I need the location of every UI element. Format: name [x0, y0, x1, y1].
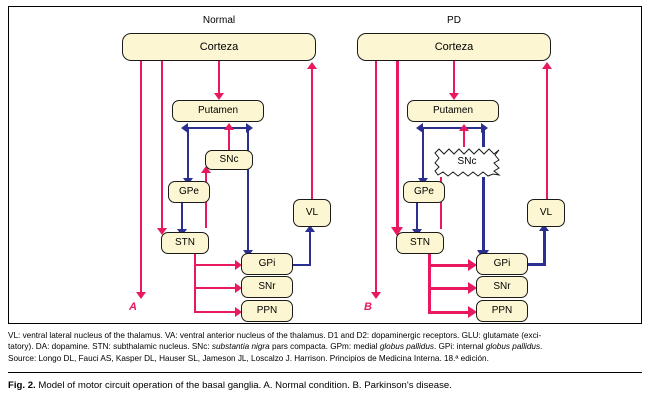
node-cortex-pd: Corteza — [357, 33, 551, 61]
arrowhead-vl-cortex-pd — [542, 62, 552, 69]
node-ppn-pd: PPN — [476, 300, 528, 322]
arrowhead-putamen-right-pd — [481, 123, 488, 133]
node-snr-normal: SNr — [241, 276, 293, 298]
figure-legend — [8, 330, 642, 364]
edge-cortex-putamen-pd — [453, 61, 455, 94]
legend-line-2-c: . GPi: internal — [433, 342, 486, 352]
edge-vl-cortex-pd — [546, 69, 548, 199]
node-snc-normal: SNc — [205, 150, 253, 170]
edge-snc-putamen-normal — [228, 129, 230, 150]
node-cortex-normal: Corteza — [122, 33, 316, 61]
arrowhead-cortex-putamen-normal — [214, 93, 224, 100]
edge-cortex-putamen-normal — [218, 61, 220, 94]
node-vl-pd: VL — [527, 199, 565, 227]
legend-italic-globus-pallidus-1: globus pallidus — [379, 342, 434, 352]
edge-gpe-stn-normal — [181, 203, 183, 230]
edge-stn-bus-pd — [428, 254, 431, 312]
arrowhead-putamen-left-pd — [416, 123, 423, 133]
arrowhead-putamen-right-normal — [246, 123, 253, 133]
node-putamen-pd: Putamen — [407, 100, 499, 122]
edge-cortex-output-pd — [375, 61, 377, 293]
edge-stn-ppn-pd — [428, 311, 470, 314]
node-ppn-normal: PPN — [241, 300, 293, 322]
legend-line-2-a: tatory). DA: dopamine. STN: subthalamic nucleus. SNc: — [8, 342, 212, 352]
edge-putamen-gpi-normal — [247, 127, 249, 251]
node-stn-pd: STN — [396, 232, 444, 254]
node-gpe-pd: GPe — [403, 181, 445, 203]
edge-stn-gpi-pd — [428, 264, 470, 267]
caption-divider — [8, 372, 642, 373]
arrowhead-cortex-output-pd — [371, 292, 381, 299]
edge-putamen-left-normal — [187, 127, 223, 129]
edge-gpi-vl-v-pd — [543, 231, 546, 266]
node-snc-pd-label: SNc — [457, 156, 477, 167]
node-stn-normal: STN — [161, 232, 209, 254]
edge-vl-cortex-normal — [311, 69, 313, 199]
node-vl-normal: VL — [293, 199, 331, 227]
panel-title-normal: Normal — [202, 15, 236, 26]
node-gpi-normal: GPi — [241, 253, 293, 275]
node-gpe-normal: GPe — [168, 181, 210, 203]
edge-cortex-stn-pd — [396, 61, 399, 229]
edge-putamen-gpe-pd — [422, 127, 424, 179]
edge-cortex-output-normal — [140, 61, 142, 293]
node-gpi-pd: GPi — [476, 253, 528, 275]
figure-caption — [8, 380, 642, 392]
edge-gpi-vl-v-normal — [309, 231, 311, 266]
legend-line-1: VL: ventral lateral nucleus of the thalamus. VA: ventral anterior nucleus of the thalamus. D1 and D2: dopaminergic receptors. GLU: glutamate (exci- — [8, 331, 542, 340]
node-snr-pd: SNr — [476, 276, 528, 298]
arrowhead-snc-putamen-normal — [224, 123, 234, 130]
figure-caption-label: Fig. 2. — [8, 380, 36, 391]
legend-line-2 — [8, 341, 642, 352]
legend-line-2-b: pars compacta. GPm: medial — [269, 342, 380, 352]
edge-gpe-stn-pd — [416, 203, 418, 230]
panel-letter-normal: A — [129, 301, 137, 313]
edge-stn-snr-normal — [194, 287, 236, 289]
arrowhead-cortex-putamen-pd — [449, 93, 459, 100]
node-putamen-normal: Putamen — [172, 100, 264, 122]
legend-italic-globus-pallidus-2: globus pallidus — [485, 342, 541, 352]
edge-stn-gpi-normal — [194, 264, 236, 266]
edge-putamen-gpe-normal — [187, 127, 189, 179]
legend-italic-substantia-nigra: substantia nigra — [211, 342, 270, 352]
legend-source-line: Source: Longo DL, Fauci AS, Kasper DL, Hauser SL, Jameson JL, Loscalzo J. Harrison. Principios de Medicina Interna. 18.ª edición. — [8, 353, 489, 363]
edge-putamen-gpi-pd — [482, 127, 485, 251]
arrowhead-cortex-output-normal — [136, 292, 146, 299]
arrowhead-snc-putamen-pd — [459, 124, 469, 131]
arrowhead-putamen-left-normal — [181, 123, 188, 133]
arrowhead-vl-cortex-normal — [307, 62, 317, 69]
figure-caption-text: Model of motor circuit operation of the basal ganglia. A. Normal condition. B. Parkinson's disease. — [35, 380, 452, 391]
panel-letter-pd: B — [364, 301, 372, 313]
panel-title-pd: PD — [447, 15, 461, 26]
node-snc-pd — [433, 147, 501, 177]
legend-line-2-d: . — [540, 342, 543, 352]
edge-stn-bus-normal — [194, 254, 196, 312]
edge-stn-snr-pd — [428, 287, 470, 290]
edge-cortex-stn-normal — [161, 61, 163, 229]
edge-putamen-left-pd — [422, 127, 458, 129]
figure-frame — [8, 6, 642, 324]
edge-stn-ppn-normal — [194, 311, 236, 313]
